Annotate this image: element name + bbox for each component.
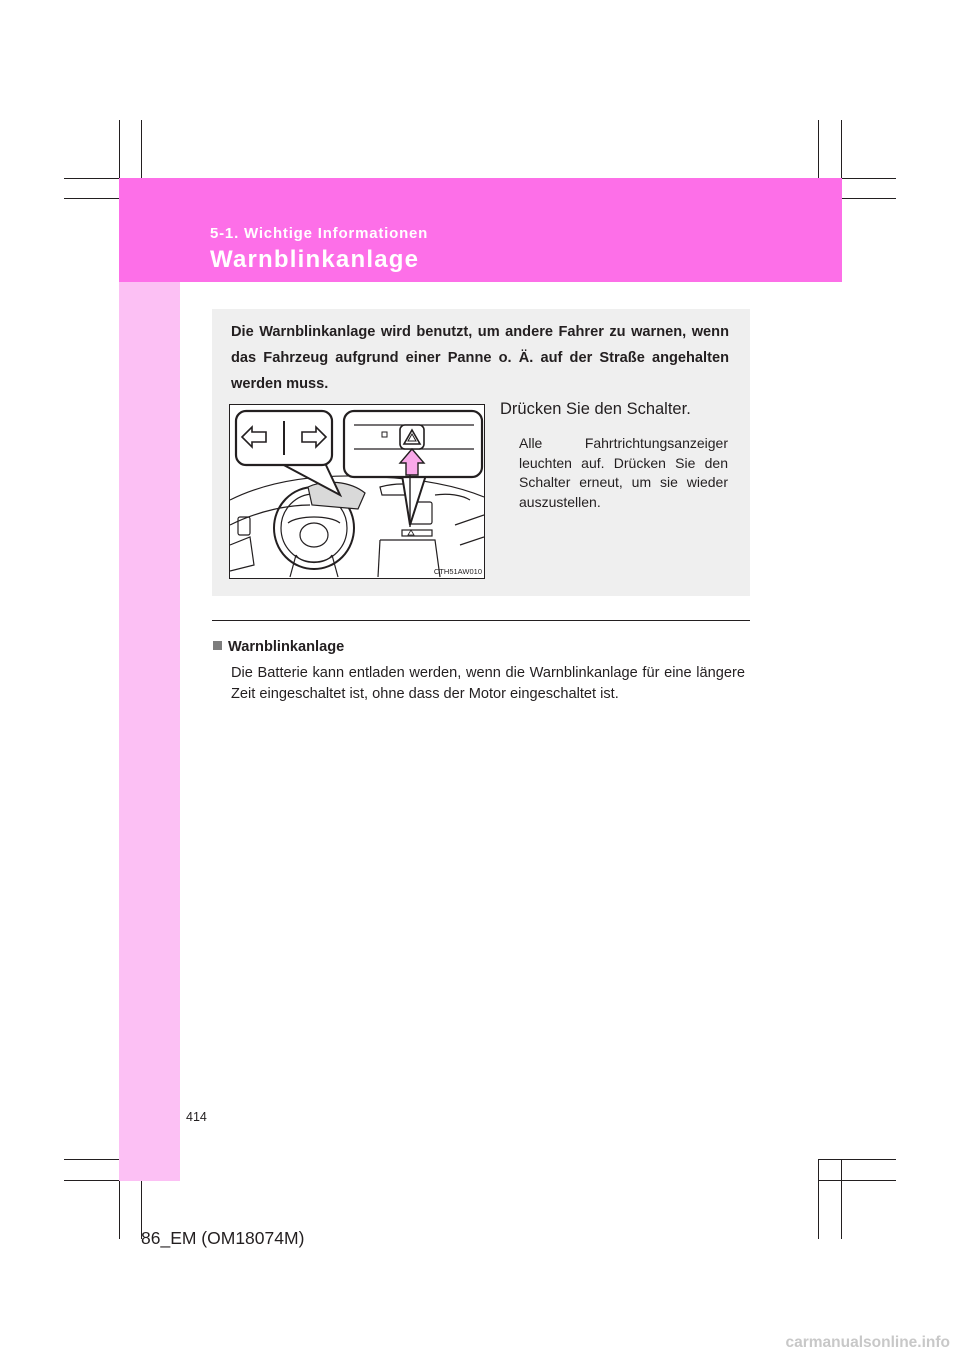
note-heading-text: Warnblinkanlage — [228, 639, 345, 655]
section-label: 5-1. Wichtige Informationen — [210, 225, 429, 242]
dashboard-drawing — [230, 405, 484, 578]
instruction-description: Alle Fahrtrichtungsanzeiger leuchten auf. Drücken Sie den Schalter erneut, um sie wieder auszustellen. — [519, 435, 728, 510]
crop-mark — [818, 1180, 896, 1181]
illustration-code: CTH51AW010 — [433, 567, 482, 576]
crop-mark — [841, 1159, 842, 1239]
intro-text: Die Warnblinkanlage wird benutzt, um andere Fahrer zu warnen, wenn das Fahrzeug aufgrund einer Panne o. Ä. auf der Straße angehalten werden muss. — [231, 324, 729, 392]
instruction-title: Drücken Sie den Schalter. — [500, 400, 691, 418]
document-code: 86_EM (OM18074M) — [141, 1228, 305, 1248]
section-divider — [212, 620, 750, 621]
side-strip — [119, 178, 180, 1181]
page-title: Warnblinkanlage — [210, 246, 420, 273]
hazard-switch-illustration — [229, 404, 485, 579]
crop-mark — [818, 1159, 819, 1239]
crop-mark — [818, 1159, 896, 1160]
note-heading — [213, 639, 344, 655]
note-text: Die Batterie kann entladen werden, wenn die Warnblinkanlage für eine längere Zeit eingeschaltet ist, ohne dass der Motor eingeschaltet ist. — [231, 665, 745, 702]
bullet-square-icon — [213, 641, 222, 650]
watermark: carmanualsonline.info — [785, 1334, 950, 1351]
page-number: 414 — [186, 1110, 207, 1124]
